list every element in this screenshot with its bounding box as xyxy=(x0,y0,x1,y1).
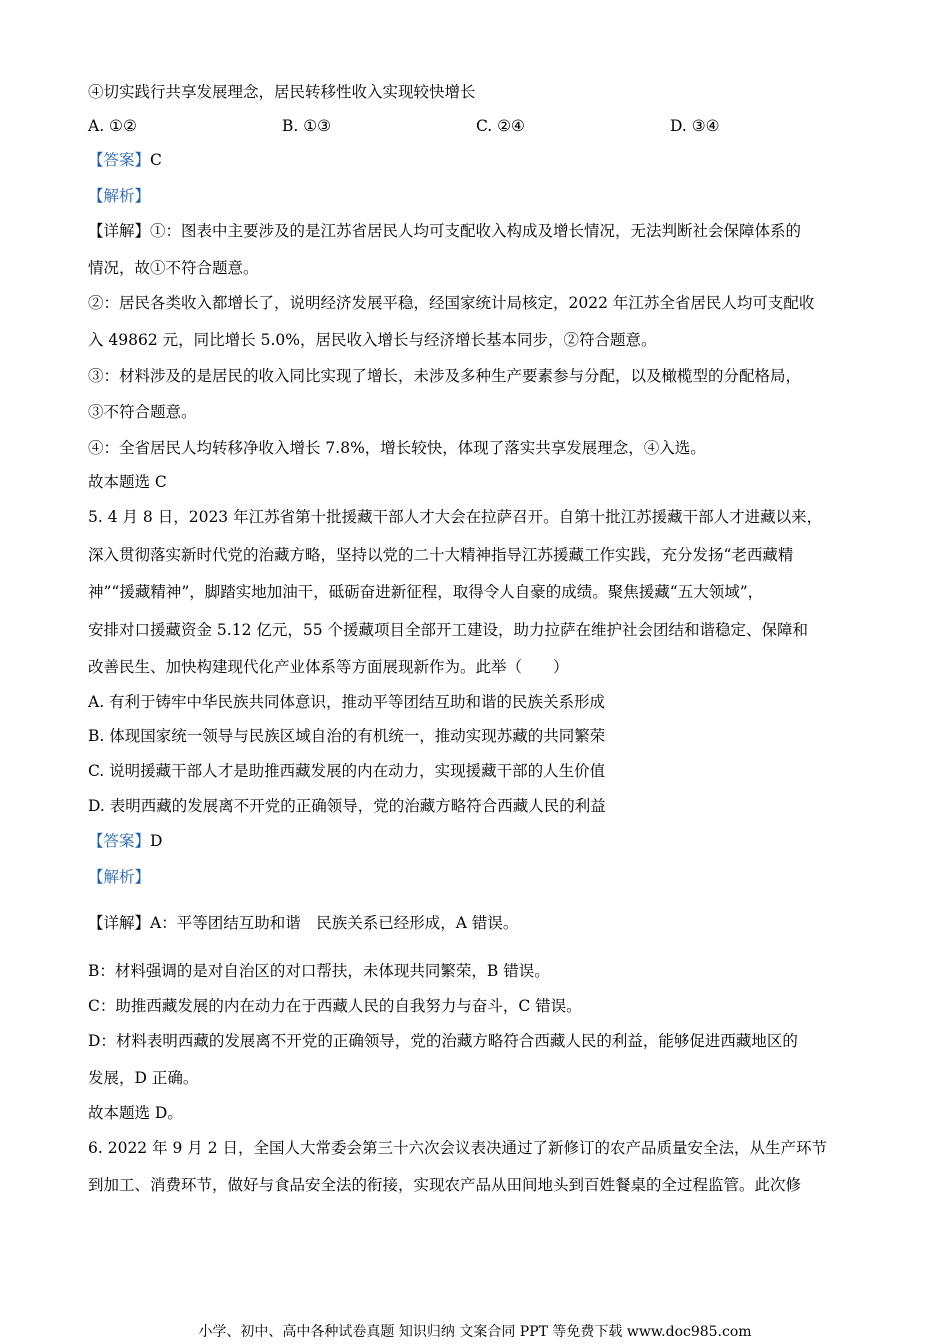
q5-stem-line: 神”“援藏精神”，脚踏实地加油干，砥砺奋进新征程，取得令人自豪的成绩。聚焦援藏“五大领域”， xyxy=(88,583,764,601)
q6-stem-line: 到加工、消费环节，做好与食品安全法的衔接，实现农产品从田间地头到百姓餐桌的全过程监管。此次修 xyxy=(88,1176,802,1194)
q4-item-4: ④切实践行共享发展理念，居民转移性收入实现较快增长 xyxy=(88,83,476,101)
q4-conclusion: 故本题选 C xyxy=(88,473,167,491)
q5-detail-line: 发展，D 正确。 xyxy=(88,1069,199,1087)
q5-option-b: B. 体现国家统一领导与民族区域自治的有机统一，推动实现苏藏的共同繁荣 xyxy=(88,727,606,745)
q5-detail-line: D：材料表明西藏的发展离不开党的正确领导，党的治藏方略符合西藏人民的利益，能够促进西藏地区的 xyxy=(88,1032,798,1050)
q4-option-d: D. ③④ xyxy=(670,117,720,135)
q4-detail-line xyxy=(88,221,801,241)
q4-option-b: B. ①③ xyxy=(282,117,332,135)
answer-value: C xyxy=(150,151,162,169)
q4-detail-line: ③：材料涉及的是居民的收入同比实现了增长，未涉及多种生产要素参与分配，以及橄榄型的分配格局， xyxy=(88,367,802,385)
q4-option-c: C. ②④ xyxy=(476,117,525,135)
detail-tag: 【详解】 xyxy=(88,914,151,932)
q4-detail-line: 入 49862 元，同比增长 5.0%，居民收入增长与经济增长基本同步，②符合题意。 xyxy=(88,331,657,349)
q5-option-d: D. 表明西藏的发展离不开党的正确领导，党的治藏方略符合西藏人民的利益 xyxy=(88,797,606,815)
q5-detail-line: B：材料强调的是对自治区的对口帮扶，未体现共同繁荣，B 错误。 xyxy=(88,962,550,980)
page-footer: 小学、初中、高中各种试卷真题 知识归纳 文案合同 PPT 等免费下载 www.doc985.com xyxy=(198,1324,752,1340)
q5-option-a: A. 有利于铸牢中华民族共同体意识，推动平等团结互助和谐的民族关系形成 xyxy=(88,693,606,711)
q4-detail-line: ③不符合题意。 xyxy=(88,403,197,421)
q5-detail-line xyxy=(88,913,518,933)
q5-analysis-tag: 【解析】 xyxy=(88,868,151,886)
q4-detail-line: 情况，故①不符合题意。 xyxy=(88,259,259,277)
answer-tag: 【答案】 xyxy=(88,151,151,169)
answer-tag: 【答案】 xyxy=(88,832,151,850)
q4-option-a: A. ①② xyxy=(88,117,137,135)
detail-text: A：平等团结互助和谐 民族关系已经形成，A 错误。 xyxy=(150,914,519,932)
q6-stem-line: 6. 2022 年 9 月 2 日，全国人大常委会第三十六次会议表决通过了新修订的农产品质量安全法，从生产环节 xyxy=(88,1139,828,1157)
answer-value: D xyxy=(150,832,163,850)
q5-stem-line: 改善民生、加快构建现代化产业体系等方面展现新作为。此举（ ） xyxy=(88,658,569,676)
q5-option-c: C. 说明援藏干部人才是助推西藏发展的内在动力，实现援藏干部的人生价值 xyxy=(88,762,606,780)
q4-analysis-tag: 【解析】 xyxy=(88,187,151,205)
detail-text: ①：图表中主要涉及的是江苏省居民人均可支配收入构成及增长情况，无法判断社会保障体系的 xyxy=(150,222,802,240)
q4-answer xyxy=(88,150,162,170)
q5-answer xyxy=(88,831,162,851)
q4-detail-line: ②：居民各类收入都增长了，说明经济发展平稳，经国家统计局核定，2022 年江苏全省居民人均可支配收 xyxy=(88,294,815,312)
q5-stem-line: 5. 4 月 8 日，2023 年江苏省第十批援藏干部人才大会在拉萨召开。自第十批江苏援藏干部人才进藏以来， xyxy=(88,508,823,526)
q5-stem-line: 安排对口援藏资金 5.12 亿元，55 个援藏项目全部开工建设，助力拉萨在维护社会团结和谐稳定、保障和 xyxy=(88,621,809,639)
q5-conclusion: 故本题选 D。 xyxy=(88,1104,183,1122)
detail-tag: 【详解】 xyxy=(88,222,151,240)
q5-stem-line: 深入贯彻落实新时代党的治藏方略，坚持以党的二十大精神指导江苏援藏工作实践，充分发扬“老西藏精 xyxy=(88,546,794,564)
q4-detail-line: ④：全省居民人均转移净收入增长 7.8%，增长较快，体现了落实共享发展理念，④入选。 xyxy=(88,439,706,457)
q5-detail-line: C：助推西藏发展的内在动力在于西藏人民的自我努力与奋斗，C 错误。 xyxy=(88,997,582,1015)
